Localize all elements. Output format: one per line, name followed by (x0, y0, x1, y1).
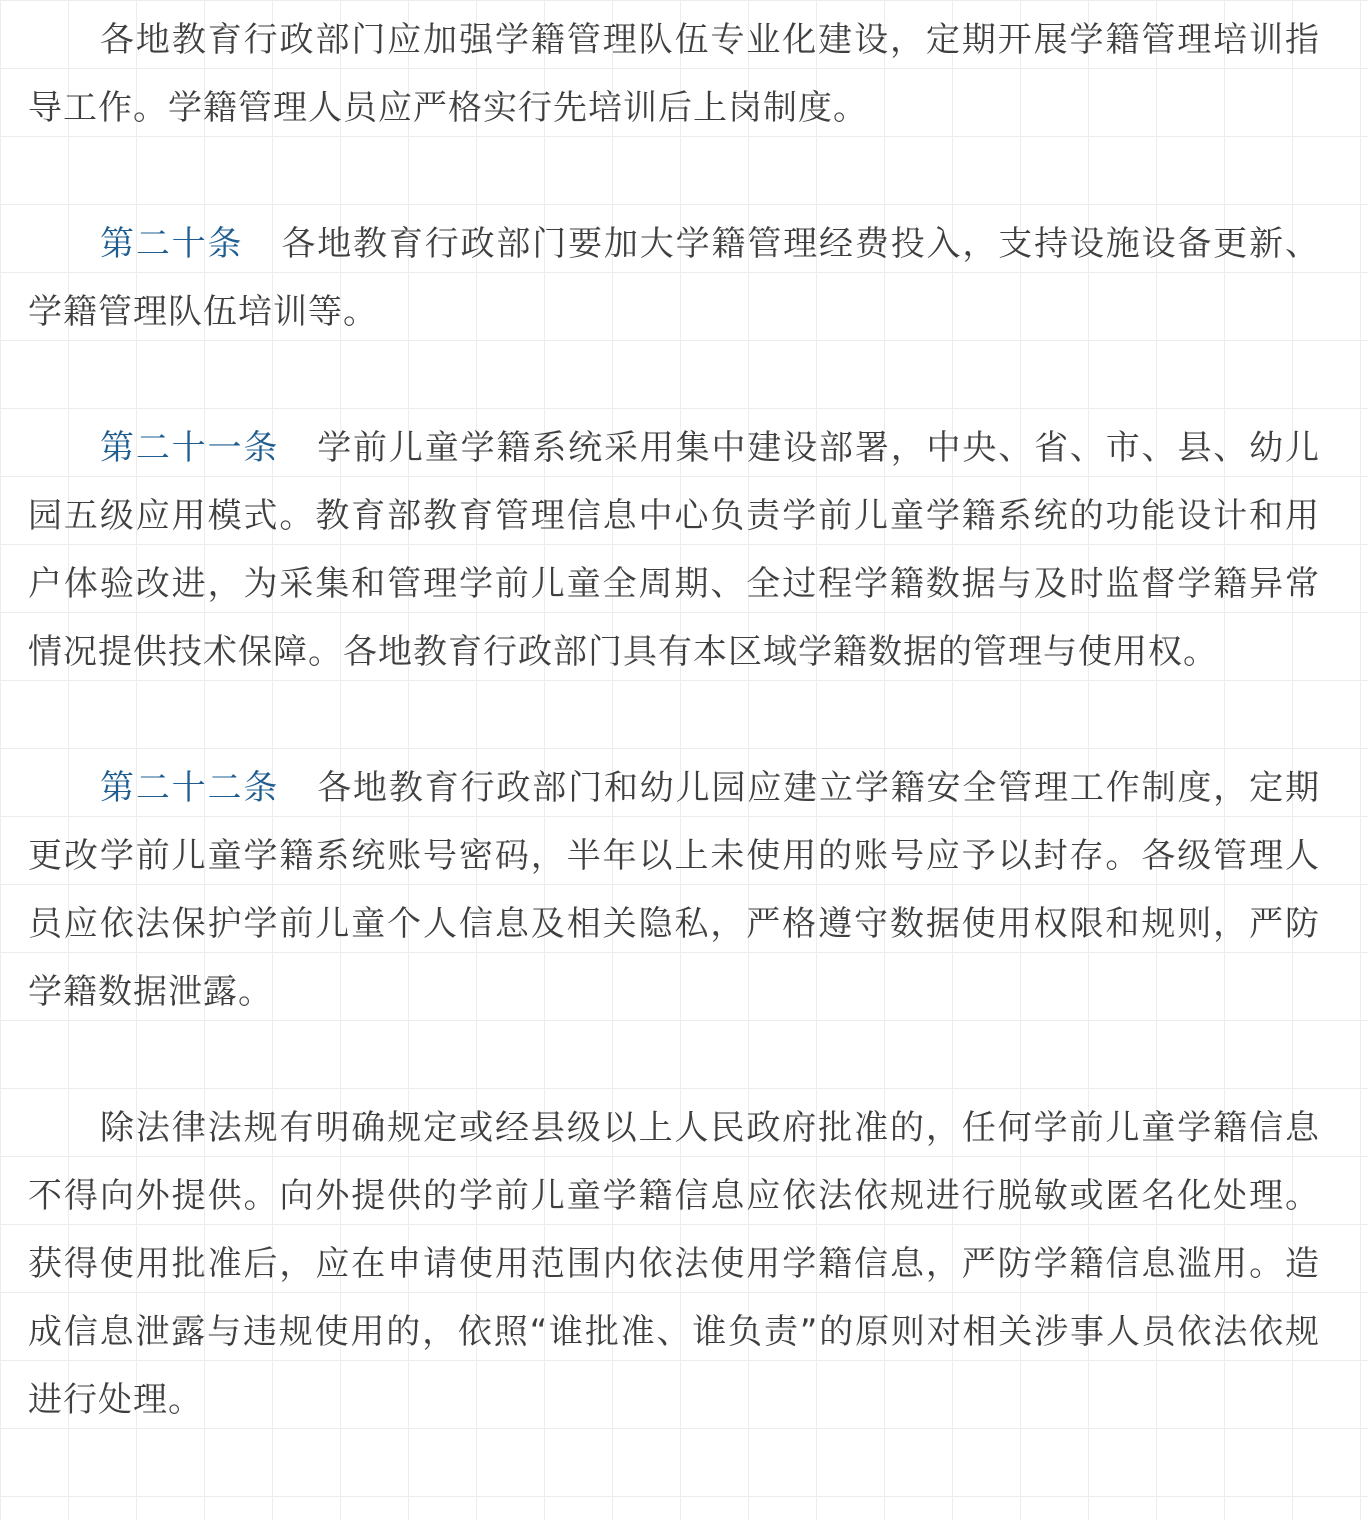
article-20 (28, 210, 1320, 346)
article-text: 各地教育行政部门要加大学籍管理经费投入，支持设施设备更新、学籍管理队伍培训等。 (28, 224, 1320, 332)
article-22 (28, 754, 1320, 1026)
paragraph-data-sharing (28, 1094, 1320, 1434)
paragraph-text: 各地教育行政部门应加强学籍管理队伍专业化建设，定期开展学籍管理培训指导工作。学籍管理人员应严格实行先培训后上岗制度。 (28, 20, 1320, 128)
paragraph-training (28, 6, 1320, 142)
article-number: 第二十条 (100, 224, 244, 264)
paragraph-text: 除法律法规有明确规定或经县级以上人民政府批准的，任何学前儿童学籍信息不得向外提供。向外提供的学前儿童学籍信息应依法依规进行脱敏或匿名化处理。获得使用批准后，应在申请使用范围内依法使用学籍信息，严防学籍信息滥用。造成信息泄露与违规使用的，依照“谁批准、谁负责”的原则对相关涉事人员依法依规进行处理。 (28, 1108, 1320, 1420)
article-text: 各地教育行政部门和幼儿园应建立学籍安全管理工作制度，定期更改学前儿童学籍系统账号密码，半年以上未使用的账号应予以封存。各级管理人员应依法保护学前儿童个人信息及相关隐私，严格遵守数据使用权限和规则，严防学籍数据泄露。 (28, 768, 1320, 1012)
article-21 (28, 414, 1320, 686)
document-body (28, 6, 1320, 1434)
article-text: 学前儿童学籍系统采用集中建设部署，中央、省、市、县、幼儿园五级应用模式。教育部教育管理信息中心负责学前儿童学籍系统的功能设计和用户体验改进，为采集和管理学前儿童全周期、全过程学籍数据与及时监督学籍异常情况提供技术保障。各地教育行政部门具有本区域学籍数据的管理与使用权。 (28, 428, 1320, 672)
article-number: 第二十一条 (100, 428, 280, 468)
article-number: 第二十二条 (100, 768, 280, 808)
